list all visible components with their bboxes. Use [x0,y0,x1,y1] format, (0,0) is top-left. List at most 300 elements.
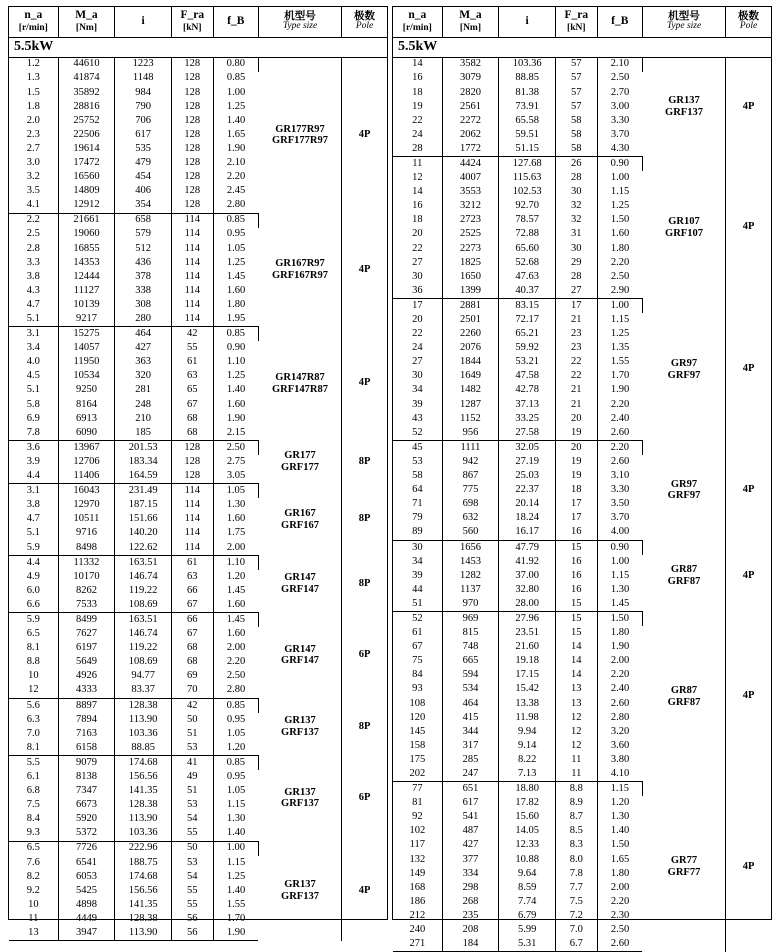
cell-fb: 3.00 [610,100,630,112]
cell-fra: 128 [172,100,214,114]
type-name: GR137 [668,95,700,107]
cell-i: 52.68 [499,256,556,270]
cell-fra: 19 [556,469,598,483]
cell-na: 5.1 [9,527,58,541]
cell-na: 5.9 [9,613,58,628]
right-table [393,7,771,952]
left-power-label-row [9,37,387,57]
cell-i: 32.80 [499,583,556,597]
cell-fb: 1.45 [597,597,642,612]
cell-na: 19 [393,100,442,114]
cell-ma: 35892 [58,86,115,100]
cell-ma: 12444 [58,270,115,284]
cell-na: 108 [393,697,442,711]
cell-pole: 4P [742,860,755,872]
cell-ma: 4007 [442,171,499,185]
cell-na: 27 [393,355,442,369]
type-name: GR177 [284,450,316,462]
cell-na: 64 [393,483,442,497]
cell-fb: 2.15 [213,426,258,441]
cell-i: 72.17 [499,313,556,327]
cell-fra: 42 [172,698,214,713]
cell-ma: 427 [442,839,499,853]
cell-ma: 1111 [442,441,499,456]
cell-fb: 3.80 [610,753,630,765]
cell-na: 5.9 [9,541,58,556]
cell-na: 3.6 [9,441,58,456]
cell-fra: 55 [172,898,214,912]
cell-fb: 2.90 [597,284,642,299]
cell-na: 89 [393,526,442,541]
table-row [393,612,771,627]
cell-na: 81 [393,796,442,810]
table-row [9,213,387,228]
cell-fra: 114 [172,484,214,499]
cell-type-size [258,213,341,327]
cell-fb: 2.30 [610,909,630,921]
cell-pole: 8P [358,455,371,467]
cell-na: 11 [393,157,442,172]
cell-fb: 2.20 [610,895,630,907]
cell-type-size [258,756,341,842]
cell-fb: 0.90 [597,157,642,172]
cell-fra: 66 [172,584,214,598]
cell-fb: 1.25 [610,328,630,340]
cell-fb: 1.25 [226,870,246,882]
cell-pole: 4P [742,484,755,496]
cell-i: 617 [115,128,172,142]
cell-ma: 815 [442,626,499,640]
cell-fra: 68 [172,426,214,441]
cell-fra: 61 [172,555,214,570]
cell-fb: 1.45 [226,270,246,282]
cell-na: 1.2 [9,57,58,72]
cell-ma: 12912 [58,198,115,213]
cell-fb: 2.50 [213,441,258,456]
cell-ma: 2272 [442,114,499,128]
cell-fb: 1.55 [226,898,246,910]
cell-na: 61 [393,626,442,640]
cell-ma: 8138 [58,770,115,784]
table-row [9,57,387,72]
cell-fra: 17 [556,299,598,314]
cell-fra: 57 [556,100,598,114]
header-ma: M_a [Nm] [442,7,499,37]
cell-fra: 17 [556,512,598,526]
cell-i: 47.58 [499,370,556,384]
cell-ma: 7627 [58,627,115,641]
cell-fra: 128 [172,198,214,213]
cell-fra: 14 [556,640,598,654]
cell-ma: 2723 [442,214,499,228]
cell-na: 12 [393,171,442,185]
cell-na: 7.5 [9,798,58,812]
cell-pole: 4P [358,263,371,275]
cell-fra: 63 [172,570,214,584]
cell-fra: 22 [556,370,598,384]
cell-fb: 1.60 [226,628,246,640]
cell-fra: 50 [172,713,214,727]
cell-i: 88.85 [115,741,172,756]
cell-i: 94.77 [115,670,172,684]
cell-i: 8.59 [499,881,556,895]
cell-fra: 114 [172,213,214,228]
cell-fra: 128 [172,128,214,142]
cell-ma: 698 [442,497,499,511]
cell-i: 454 [115,170,172,184]
cell-na: 93 [393,683,442,697]
cell-fb: 2.00 [226,642,246,654]
cell-fb: 1.00 [226,86,246,98]
cell-fb: 1.00 [610,555,630,567]
cell-ma: 298 [442,881,499,895]
cell-na: 7.6 [9,856,58,870]
cell-ma: 2561 [442,100,499,114]
cell-i: 479 [115,156,172,170]
cell-na: 6.5 [9,841,58,856]
cell-na: 14 [393,185,442,199]
cell-fra: 29 [556,256,598,270]
cell-fra: 68 [172,412,214,426]
cell-na: 5.1 [9,312,58,327]
cell-fra: 114 [172,312,214,327]
cell-fra: 12 [556,725,598,739]
header-fb: f_B [213,7,258,37]
cell-na: 30 [393,370,442,384]
cell-ma: 617 [442,796,499,810]
cell-type-size [258,698,341,755]
cell-ma: 8897 [58,698,115,713]
cell-fra: 67 [172,598,214,613]
cell-i: 512 [115,242,172,256]
cell-i: 78.57 [499,214,556,228]
cell-i: 790 [115,100,172,114]
cell-i: 187.15 [115,498,172,512]
cell-fra: 51 [172,727,214,741]
cell-i: 308 [115,298,172,312]
cell-ma: 8164 [58,398,115,412]
cell-fb: 2.70 [610,86,630,98]
cell-fb: 1.25 [610,200,630,212]
cell-i: 27.19 [499,455,556,469]
cell-fra: 67 [172,627,214,641]
cell-ma: 8498 [58,541,115,556]
cell-pole: 8P [358,720,371,732]
cell-ma: 41874 [58,72,115,86]
cell-ma: 11127 [58,284,115,298]
cell-ma: 6053 [58,870,115,884]
cell-i: 42.78 [499,384,556,398]
table-row [9,327,387,342]
cell-ma: 3553 [442,185,499,199]
cell-i: 188.75 [115,856,172,870]
cell-pole: 4P [358,129,371,141]
cell-fra: 7.7 [556,881,598,895]
cell-fb: 2.20 [226,656,246,668]
cell-fb: 4.00 [597,526,642,541]
cell-ma: 560 [442,526,499,541]
header-pole: 极数 Pole [354,10,376,31]
cell-pole: 8P [358,577,371,589]
cell-fb: 3.30 [610,114,630,126]
cell-fb: 1.90 [610,641,630,653]
cell-na: 6.9 [9,412,58,426]
cell-na: 3.0 [9,156,58,170]
cell-ma: 2881 [442,299,499,314]
cell-na: 7.8 [9,426,58,441]
cell-fb: 1.10 [213,555,258,570]
cell-i: 113.90 [115,713,172,727]
cell-fra: 20 [556,441,598,456]
cell-fb: 1.50 [610,214,630,226]
cell-i: 141.35 [115,784,172,798]
cell-ma: 21661 [58,213,115,228]
cell-i: 406 [115,184,172,198]
cell-fb: 1.20 [610,797,630,809]
cell-pole: 4P [742,569,755,581]
cell-i: 59.92 [499,341,556,355]
cell-type-size [258,555,341,612]
cell-fb: 1.65 [226,128,246,140]
cell-ma: 184 [442,937,499,952]
cell-fra: 14 [556,654,598,668]
cell-fra: 128 [172,441,214,456]
cell-ma: 44610 [58,57,115,72]
cell-fb: 0.85 [213,327,258,342]
cell-fb: 2.60 [610,455,630,467]
cell-na: 5.6 [9,698,58,713]
cell-i: 88.85 [499,72,556,86]
table-row [393,441,771,456]
cell-na: 2.7 [9,142,58,156]
cell-na: 4.9 [9,570,58,584]
cell-na: 4.5 [9,370,58,384]
cell-i: 210 [115,412,172,426]
cell-ma: 15275 [58,327,115,342]
cell-type-size [642,157,725,299]
cell-ma: 19614 [58,142,115,156]
cell-na: 58 [393,469,442,483]
cell-fra: 53 [172,741,214,756]
cell-na: 39 [393,569,442,583]
cell-i: 83.37 [115,684,172,699]
type-name: GRF97 [667,369,701,381]
cell-na: 212 [393,909,442,923]
cell-ma: 1772 [442,142,499,157]
cell-pole: 4P [358,884,371,896]
cell-fra: 19 [556,426,598,441]
table-row [393,57,771,72]
cell-ma: 970 [442,597,499,612]
cell-pole: 4P [742,363,755,375]
cell-ma: 19060 [58,228,115,242]
right-table-header [393,7,771,37]
cell-type-size [258,613,341,699]
type-name: GR177R97 [275,123,325,135]
cell-na: 2.2 [9,213,58,228]
cell-i: 108.69 [115,655,172,669]
cell-na: 45 [393,441,442,456]
cell-type-size [642,57,725,157]
cell-fra: 13 [556,697,598,711]
cell-i: 222.96 [115,841,172,856]
table-row [9,841,387,856]
type-name: GR147R87 [275,371,325,383]
cell-i: 14.05 [499,825,556,839]
cell-fra: 58 [556,114,598,128]
cell-ma: 4449 [58,912,115,926]
cell-na: 168 [393,881,442,895]
cell-ma: 9250 [58,384,115,398]
cell-ma: 17472 [58,156,115,170]
cell-i: 378 [115,270,172,284]
cell-ma: 464 [442,697,499,711]
type-name: GR87 [670,564,698,576]
cell-na: 24 [393,128,442,142]
table-row [9,698,387,713]
cell-na: 44 [393,583,442,597]
cell-fb: 1.40 [226,114,246,126]
cell-ma: 2062 [442,128,499,142]
cell-fb: 1.80 [610,242,630,254]
cell-ma: 1825 [442,256,499,270]
cell-fra: 41 [172,756,214,771]
cell-fb: 1.30 [226,499,246,511]
power-label: 5.5kW [9,37,387,57]
cell-ma: 632 [442,512,499,526]
cell-fra: 8.8 [556,782,598,797]
left-table-body [9,57,387,941]
cell-i: 103.36 [115,827,172,842]
type-name: GR137 [284,786,316,798]
type-name: GRF167 [281,519,319,531]
cell-ma: 16043 [58,484,115,499]
cell-fra: 14 [556,669,598,683]
cell-fra: 63 [172,370,214,384]
cell-fra: 114 [172,270,214,284]
cell-na: 36 [393,284,442,299]
cell-na: 186 [393,895,442,909]
cell-fra: 114 [172,527,214,541]
cell-fb: 2.80 [213,198,258,213]
cell-fra: 15 [556,540,598,555]
cell-i: 128.38 [115,912,172,926]
cell-fb: 2.00 [610,655,630,667]
cell-i: 706 [115,114,172,128]
cell-fra: 128 [172,114,214,128]
cell-fb: 1.05 [226,785,246,797]
cell-type-size [258,484,341,555]
cell-fb: 0.85 [213,213,258,228]
cell-na: 202 [393,767,442,782]
cell-fra: 61 [172,355,214,369]
cell-na: 6.0 [9,584,58,598]
cell-na: 51 [393,597,442,612]
cell-i: 128.38 [115,798,172,812]
cell-fra: 11 [556,753,598,767]
cell-ma: 14353 [58,256,115,270]
cell-fb: 1.25 [226,370,246,382]
cell-na: 5.1 [9,384,58,398]
cell-na: 43 [393,412,442,426]
cell-ma: 1282 [442,569,499,583]
cell-i: 23.51 [499,626,556,640]
cell-ma: 285 [442,753,499,767]
cell-fra: 57 [556,86,598,100]
cell-ma: 9217 [58,312,115,327]
cell-fra: 114 [172,541,214,556]
cell-i: 113.90 [115,812,172,826]
cell-ma: 10534 [58,370,115,384]
cell-i: 6.79 [499,909,556,923]
cell-ma: 487 [442,825,499,839]
cell-na: 30 [393,270,442,284]
cell-na: 18 [393,86,442,100]
cell-na: 4.4 [9,469,58,484]
cell-fra: 20 [556,412,598,426]
cell-ma: 415 [442,711,499,725]
cell-na: 4.7 [9,513,58,527]
table-row [9,441,387,456]
cell-fra: 49 [172,770,214,784]
header-type: 机型号 Type size [642,7,725,37]
cell-na: 5.8 [9,398,58,412]
cell-fb: 2.10 [597,57,642,72]
cell-fb: 1.45 [213,613,258,628]
cell-fb: 2.00 [610,881,630,893]
cell-fra: 22 [556,355,598,369]
cell-i: 174.68 [115,756,172,771]
cell-ma: 942 [442,455,499,469]
cell-ma: 25752 [58,114,115,128]
cell-fra: 12 [556,739,598,753]
cell-ma: 8499 [58,613,115,628]
cell-fra: 8.7 [556,810,598,824]
type-name: GRF137 [281,726,319,738]
cell-i: 115.63 [499,171,556,185]
cell-na: 34 [393,555,442,569]
cell-fb: 2.40 [610,683,630,695]
cell-fra: 128 [172,156,214,170]
cell-na: 8.1 [9,741,58,756]
cell-fb: 0.90 [226,342,246,354]
cell-na: 4.0 [9,355,58,369]
cell-fb: 4.30 [597,142,642,157]
cell-na: 4.1 [9,198,58,213]
cell-fb: 3.70 [610,512,630,524]
cell-fb: 1.90 [226,142,246,154]
cell-fra: 42 [172,327,214,342]
cell-fra: 69 [172,670,214,684]
cell-fb: 1.40 [610,825,630,837]
cell-i: 73.91 [499,100,556,114]
cell-ma: 1399 [442,284,499,299]
cell-fb: 1.40 [226,884,246,896]
cell-na: 175 [393,753,442,767]
cell-fb: 2.45 [226,185,246,197]
cell-fra: 23 [556,327,598,341]
cell-na: 6.1 [9,770,58,784]
cell-na: 8.2 [9,870,58,884]
cell-ma: 665 [442,654,499,668]
table-row [9,484,387,499]
type-name: GR147 [284,643,316,655]
header-fra: F_ra [kN] [172,7,214,37]
cell-ma: 11406 [58,469,115,484]
cell-na: 8.4 [9,812,58,826]
cell-i: 102.53 [499,185,556,199]
cell-fra: 16 [556,569,598,583]
